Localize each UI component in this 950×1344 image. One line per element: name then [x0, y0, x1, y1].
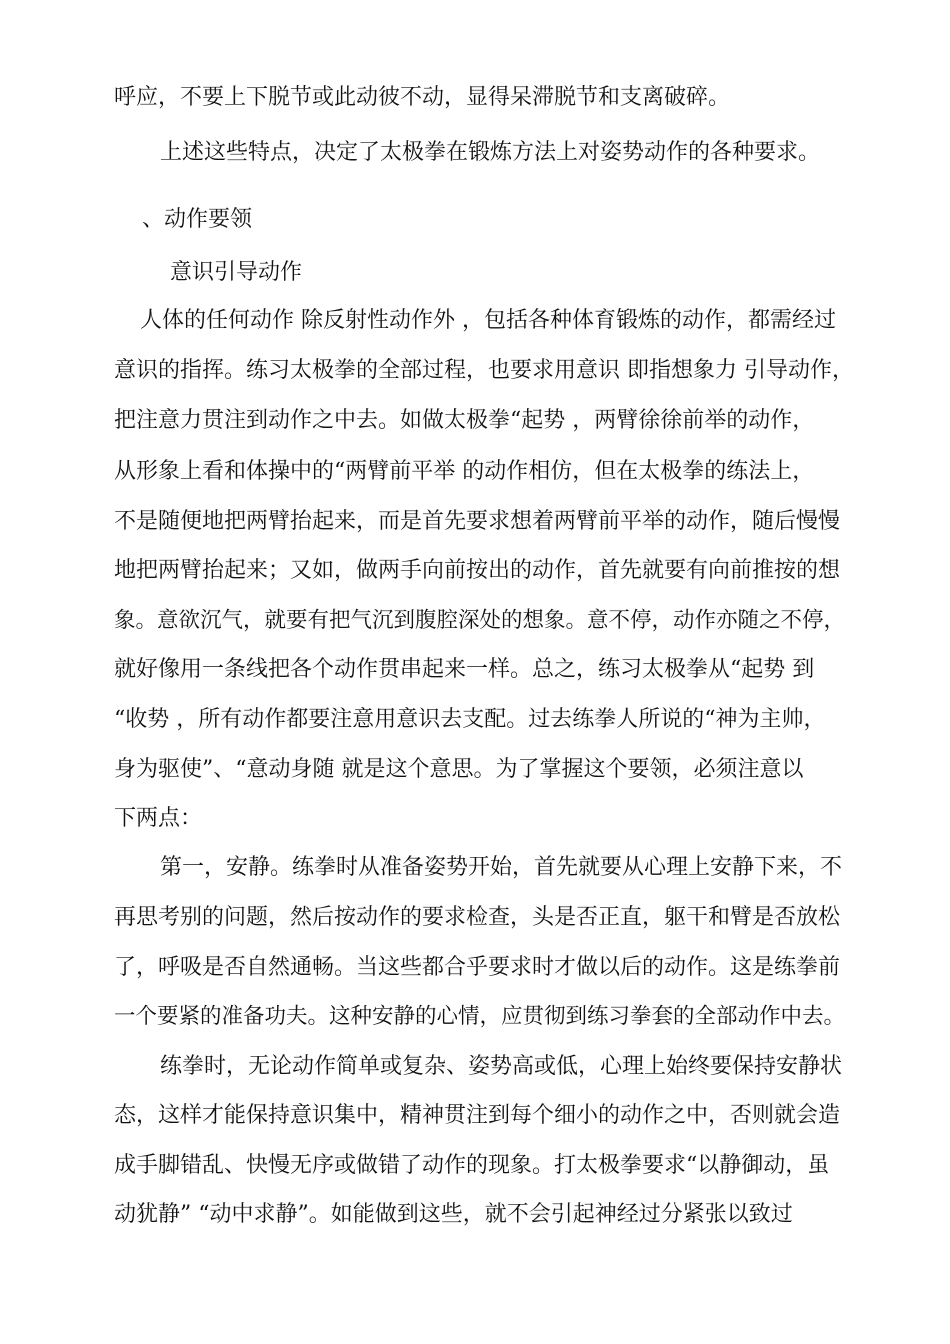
text-line-21: 态，这样才能保持意识集中，精神贯注到每个细小的动作之中，否则就会造 — [114, 1103, 841, 1128]
text-line-5: 人体的任何动作 除反射性动作外 ，包括各种体育锻炼的动作，都需经过 — [140, 308, 836, 333]
text-line-11: 象。意欲沉气，就要有把气沉到腹腔深处的想象。意不停，动作亦随之不停， — [114, 608, 846, 633]
text-line-6: 意识的指挥。练习太极拳的全部过程，也要求用意识 即指想象力 引导动作， — [114, 358, 854, 383]
text-line-7: 把注意力贯注到动作之中去。如做太极拳“起势 ，两臂徐徐前举的动作， — [114, 408, 815, 433]
text-line-20: 练拳时，无论动作简单或复杂、姿势高或低，心理上始终要保持安静状 — [160, 1054, 843, 1079]
subsection-heading: 意识引导动作 — [170, 260, 303, 285]
text-line-19: 一个要紧的准备功夫。这种安静的心情，应贯彻到练习拳套的全部动作中去。 — [114, 1004, 846, 1029]
text-line-14: 身为驱使”、“意动身随 就是这个意思。为了掌握这个要领，必须注意以 — [114, 757, 804, 782]
text-line-18: 了，呼吸是否自然通畅。当这些都合乎要求时才做以后的动作。这是练拳前 — [114, 955, 841, 980]
text-line-12: 就好像用一条线把各个动作贯串起来一样。总之，练习太极拳从“起势 到 — [114, 657, 815, 682]
text-line-16: 第一，安静。练拳时从准备姿势开始，首先就要从心理上安静下来，不 — [160, 855, 843, 880]
section-heading: 、动作要领 — [142, 207, 253, 232]
text-line-13: “收势 ，所有动作都要注意用意识去支配。过去练拳人所说的“神为主帅， — [114, 707, 826, 732]
text-line-9: 不是随便地把两臂抬起来，而是首先要求想着两臂前平举的动作，随后慢慢 — [114, 509, 841, 534]
text-line-15: 下两点： — [114, 806, 203, 831]
text-line-23: 动犹静” “动中求静”。如能做到这些，就不会引起神经过分紧张以致过 — [114, 1202, 793, 1227]
text-line-17: 再思考别的问题，然后按动作的要求检查，头是否正直，躯干和臂是否放松 — [114, 905, 841, 930]
text-line-22: 成手脚错乱、快慢无序或做错了动作的现象。打太极拳要求“以静御动，虽 — [114, 1153, 830, 1178]
text-line-2: 上述这些特点，决定了太极拳在锻炼方法上对姿势动作的各种要求。 — [160, 140, 821, 165]
text-line-10: 地把两臂抬起来；又如，做两手向前按出的动作，首先就要有向前推按的想 — [114, 558, 841, 583]
text-line-1: 呼应，不要上下脱节或此动彼不动，显得呆滞脱节和支离破碎。 — [114, 85, 731, 110]
text-line-8: 从形象上看和体操中的“两臂前平举 的动作相仿，但在太极拳的练法上， — [114, 459, 815, 484]
